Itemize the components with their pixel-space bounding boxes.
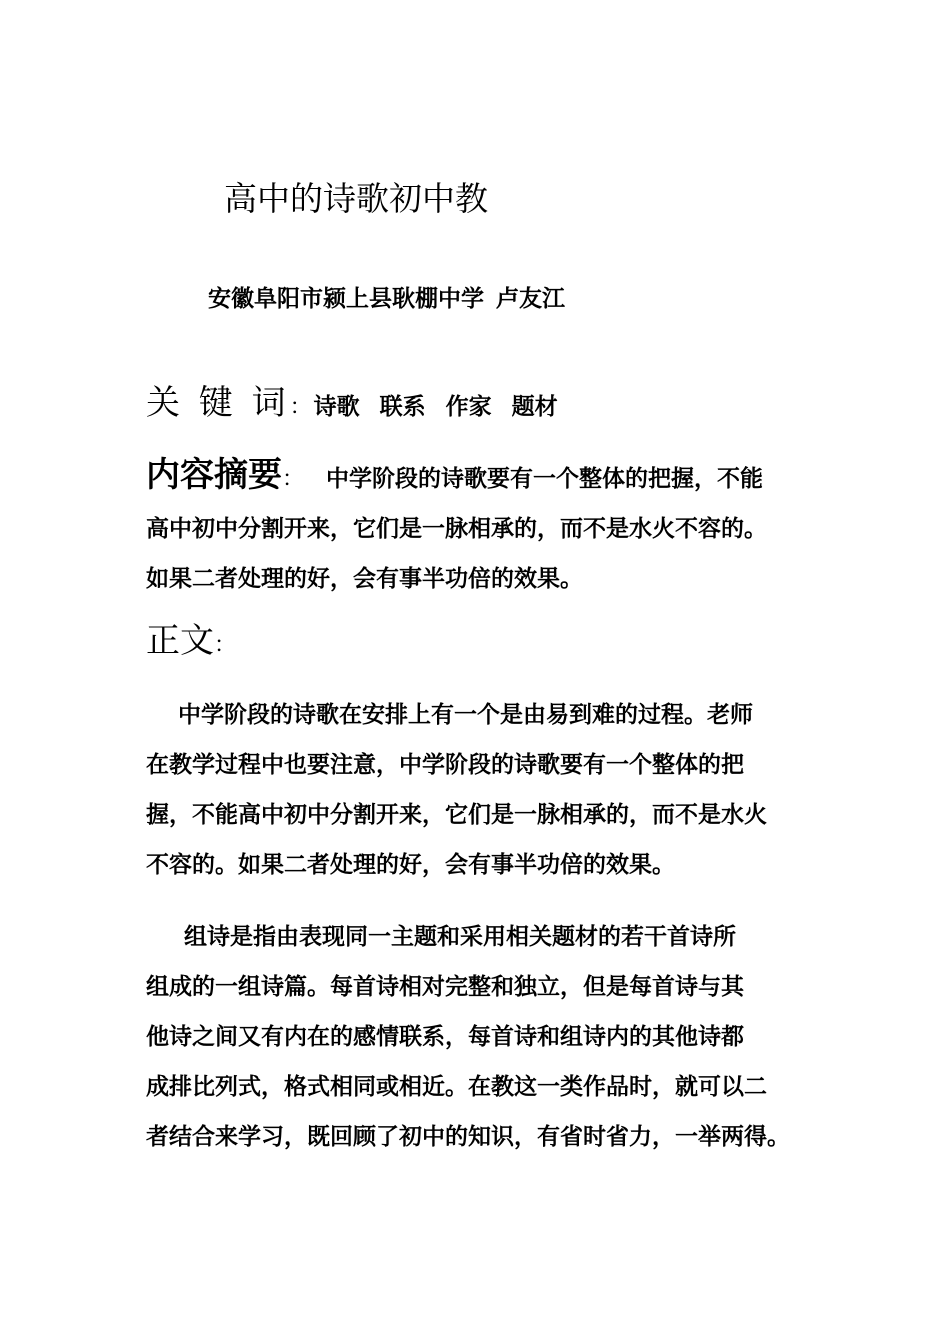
body-paragraph-1	[146, 690, 836, 890]
body-label: 正文	[146, 621, 214, 661]
abstract-line: 高中初中分割开来，它们是一脉相承的，而不是水火不容的。	[146, 516, 767, 542]
abstract-line: 如果二者处理的好，会有事半功倍的效果。	[146, 566, 583, 592]
abstract-colon: ：	[282, 467, 305, 492]
paragraph-line: 握，不能高中初中分割开来，它们是一脉相承的，而不是水火	[146, 802, 767, 828]
abstract-first-row	[146, 450, 826, 504]
abstract-section	[146, 450, 826, 604]
keywords-colon: ：	[289, 395, 312, 420]
paragraph-line: 中学阶段的诗歌在安排上有一个是由易到难的过程。老师	[178, 702, 753, 728]
paragraph-line: 在教学过程中也要注意，中学阶段的诗歌要有一个整体的把	[146, 752, 744, 778]
keyword-item: 作家	[445, 394, 492, 420]
paragraph-line: 者结合来学习，既回顾了初中的知识，有省时省力，一举两得。	[146, 1124, 790, 1150]
abstract-line: 中学阶段的诗歌要有一个整体的把握，不能	[326, 466, 764, 492]
paragraph-line: 他诗之间又有内在的感情联系，每首诗和组诗内的其他诗都	[146, 1024, 744, 1050]
author-affiliation: 安徽阜阳市颍上县耿棚中学	[208, 286, 484, 312]
author-name: 卢友江	[496, 286, 565, 312]
body-heading	[146, 616, 236, 671]
paragraph-line: 成排比列式，格式相同或相近。在教这一类作品时，就可以二	[146, 1074, 767, 1100]
keywords-label: 关 键 词	[146, 383, 290, 423]
paragraph-line: 组成的一组诗篇。每首诗相对完整和独立，但是每首诗与其	[146, 974, 744, 1000]
paragraph-line: 组诗是指由表现同一主题和采用相关题材的若干首诗所	[184, 924, 736, 950]
author-line	[208, 281, 565, 317]
body-paragraph-2	[146, 912, 836, 1162]
abstract-label: 内容摘要	[146, 455, 282, 495]
keyword-item: 诗歌	[313, 394, 360, 420]
keyword-item: 联系	[379, 394, 426, 420]
keywords-line	[146, 380, 578, 426]
body-colon: ：	[214, 633, 237, 658]
document-title: 高中的诗歌初中教	[224, 179, 488, 218]
keyword-item: 题材	[511, 394, 558, 420]
paragraph-line: 不容的。如果二者处理的好，会有事半功倍的效果。	[146, 852, 675, 878]
